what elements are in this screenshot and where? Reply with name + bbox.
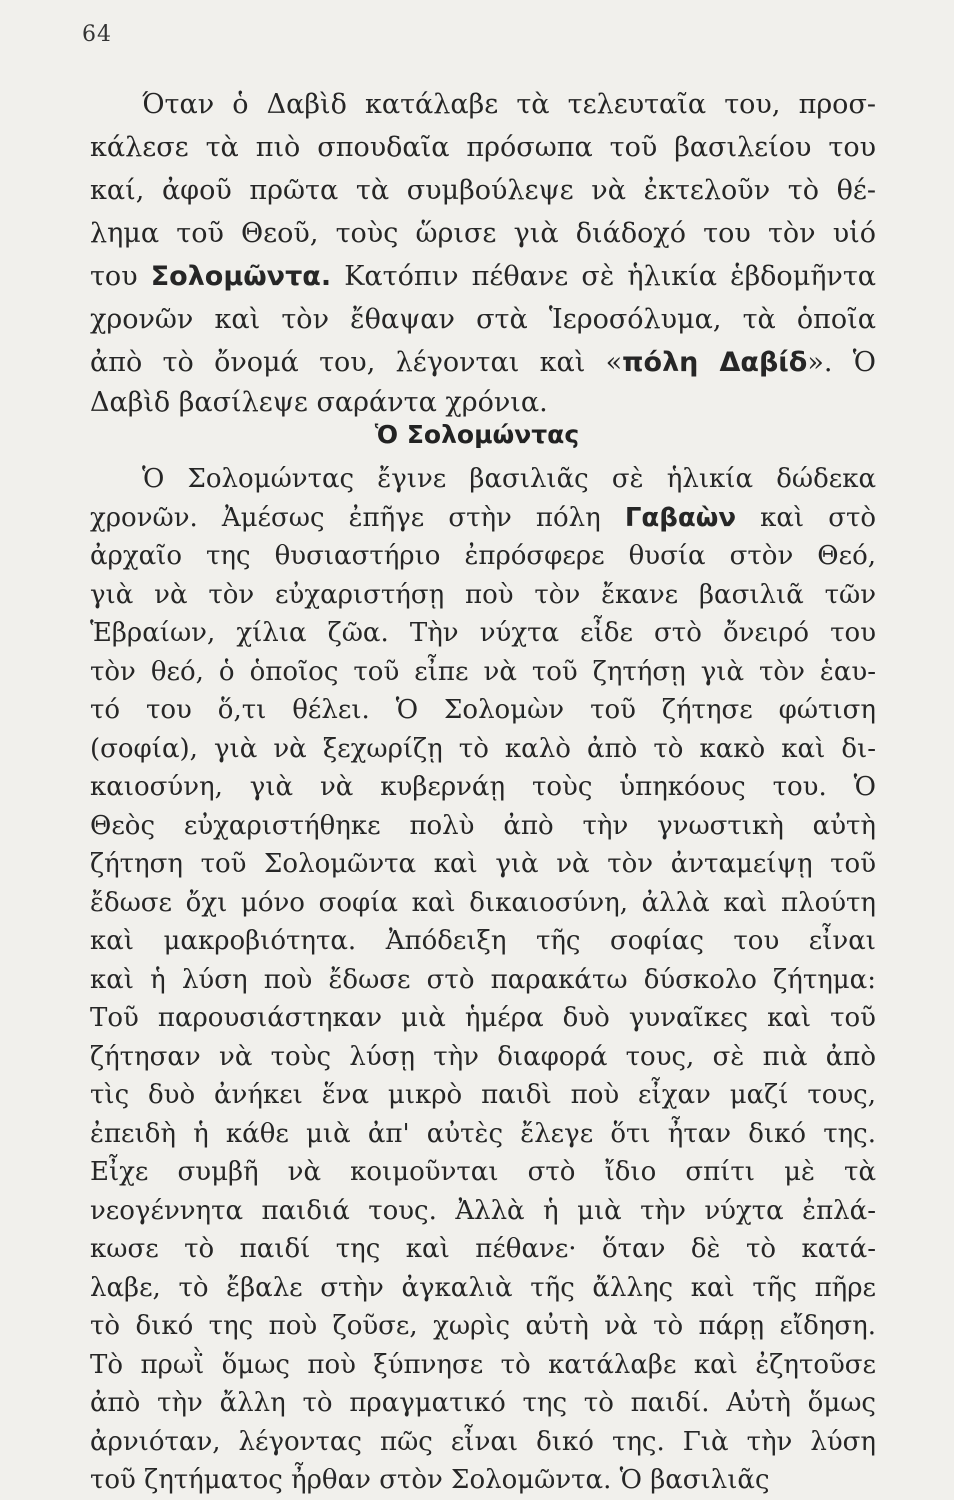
text-line: (σοφία), γιὰ νὰ ξεχωρίζῃ τὸ καλὸ ἀπὸ τὸ κακὸ καὶ δι-	[90, 733, 876, 764]
text-line	[90, 501, 876, 535]
text-line: καιοσύνη, γιὰ νὰ κυβερνάῃ τοὺς ὑπηκόους του. Ὁ	[90, 772, 876, 802]
text-span: χρονῶν. Ἀμέσως ἐπῆγε στὴν πόλη	[90, 502, 625, 533]
text-line: Θεὸς εὐχαριστήθηκε πολὺ ἀπὸ τὴν γνωστικὴ αὐτὴ	[90, 810, 876, 841]
text-line: γιὰ νὰ τὸν εὐχαριστήσῃ ποὺ τὸν ἔκανε βασιλιᾶ τῶν	[90, 579, 876, 610]
text-span: καὶ στὸ	[736, 502, 876, 533]
text-line: Τοῦ παρουσιάστηκαν μιὰ ἡμέρα δυὸ γυναῖκες καὶ τοῦ	[90, 1003, 876, 1033]
text-line: ζήτηση τοῦ Σολομῶντα καὶ γιὰ νὰ τὸν ἀνταμείψῃ τοῦ	[90, 849, 876, 879]
text-line	[90, 260, 876, 294]
text-line: νεογέννητα παιδιά τους. Ἀλλὰ ἡ μιὰ τὴν νύχτα ἐπλά-	[90, 1195, 876, 1226]
bold-name-solomon: Σολομῶντα.	[150, 261, 332, 292]
text-line: λημα τοῦ Θεοῦ, τοὺς ὥρισε γιὰ διάδοχό του τὸν υἱό	[90, 218, 876, 249]
text-line: ζήτησαν νὰ τοὺς λύσῃ τὴν διαφορά τους, σὲ πιὰ ἀπὸ	[90, 1041, 876, 1072]
text-span: Κατόπιν πέθανε σὲ ἡλικία ἑβδομῆντα	[331, 261, 876, 292]
text-line: τό του ὅ,τι θέλει. Ὁ Σολομὼν τοῦ ζήτησε φώτιση	[90, 695, 876, 725]
text-line: τοῦ ζητήματος ἦρθαν στὸν Σολομῶντα. Ὁ βασιλιᾶς	[90, 1465, 770, 1495]
text-line: τὸ δικό της ποὺ ζοῦσε, χωρὶς αὐτὴ νὰ τὸ πάρῃ εἴδηση.	[90, 1311, 876, 1341]
text-span: του	[90, 261, 151, 292]
text-line: ἀπὸ τὴν ἄλλη τὸ πραγματικό της τὸ παιδί. Αὐτὴ ὅμως	[90, 1388, 876, 1418]
text-line: Τὸ πρωῒ ὅμως ποὺ ξύπνησε τὸ κατάλαβε καὶ ἐζητοῦσε	[90, 1349, 876, 1380]
text-line: Εἶχε συμβῆ νὰ κοιμοῦνται στὸ ἴδιο σπίτι μὲ τὰ	[90, 1157, 876, 1187]
text-line: χρονῶν καὶ τὸν ἔθαψαν στὰ Ἱεροσόλυμα, τὰ ὁποῖα	[90, 304, 876, 335]
text-line	[90, 346, 876, 380]
text-line: καὶ ἡ λύση ποὺ ἔδωσε στὸ παρακάτω δύσκολο ζήτημα:	[90, 964, 876, 995]
page-number: 64	[82, 22, 112, 47]
text-line: Ὁ Σολομώντας ἔγινε βασιλιᾶς σὲ ἡλικία δώδεκα	[142, 464, 876, 494]
text-line: λαβε, τὸ ἔβαλε στὴν ἀγκαλιὰ τῆς ἄλλης καὶ τῆς πῆρε	[90, 1272, 876, 1303]
text-line: καὶ μακροβιότητα. Ἀπόδειξη τῆς σοφίας του εἶναι	[90, 926, 876, 956]
bold-city-david: πόλη Δαβίδ	[622, 347, 808, 378]
text-line: ἀρχαῖο της θυσιαστήριο ἐπρόσφερε θυσία στὸν Θεό,	[90, 541, 876, 571]
text-line: καί, ἀφοῦ πρῶτα τὰ συμβούλεψε νὰ ἐκτελοῦν τὸ θέ-	[90, 175, 876, 206]
text-line: Ἑβραίων, χίλια ζῶα. Τὴν νύχτα εἶδε στὸ ὄνειρό του	[90, 618, 876, 648]
text-line: ἐπειδὴ ἡ κάθε μιὰ ἀπ' αὐτὲς ἔλεγε ὅτι ἦταν δικό της.	[90, 1118, 876, 1149]
text-line: Δαβὶδ βασίλεψε σαράντα χρόνια.	[90, 387, 548, 418]
bold-name-gibeon: Γαβαὼν	[624, 502, 737, 533]
text-line: τὶς δυὸ ἀνήκει ἕνα μικρὸ παιδὶ ποὺ εἶχαν μαζί τους,	[90, 1080, 876, 1110]
text-line: ἀρνιόταν, λέγοντας πῶς εἶναι δικό της. Γιὰ τὴν λύση	[90, 1426, 876, 1457]
text-line: κωσε τὸ παιδί της καὶ πέθανε· ὅταν δὲ τὸ κατά-	[90, 1234, 876, 1264]
text-span: ἀπὸ τὸ ὄνομά του, λέγονται καὶ «	[90, 347, 623, 378]
text-line: Όταν ὁ Δαβὶδ κατάλαβε τὰ τελευταῖα του, προσ-	[142, 89, 876, 120]
text-line: ἔδωσε ὄχι μόνο σοφία καὶ δικαιοσύνη, ἀλλὰ καὶ πλούτη	[90, 887, 876, 918]
text-line: τὸν θεό, ὁ ὁποῖος τοῦ εἶπε νὰ τοῦ ζητήσῃ γιὰ τὸν ἑαυ-	[90, 656, 876, 687]
section-heading: Ὁ Σολομώντας	[374, 420, 580, 449]
text-span: ». Ὁ	[807, 347, 876, 378]
text-line: κάλεσε τὰ πιὸ σπουδαῖα πρόσωπα τοῦ βασιλείου του	[90, 132, 876, 163]
